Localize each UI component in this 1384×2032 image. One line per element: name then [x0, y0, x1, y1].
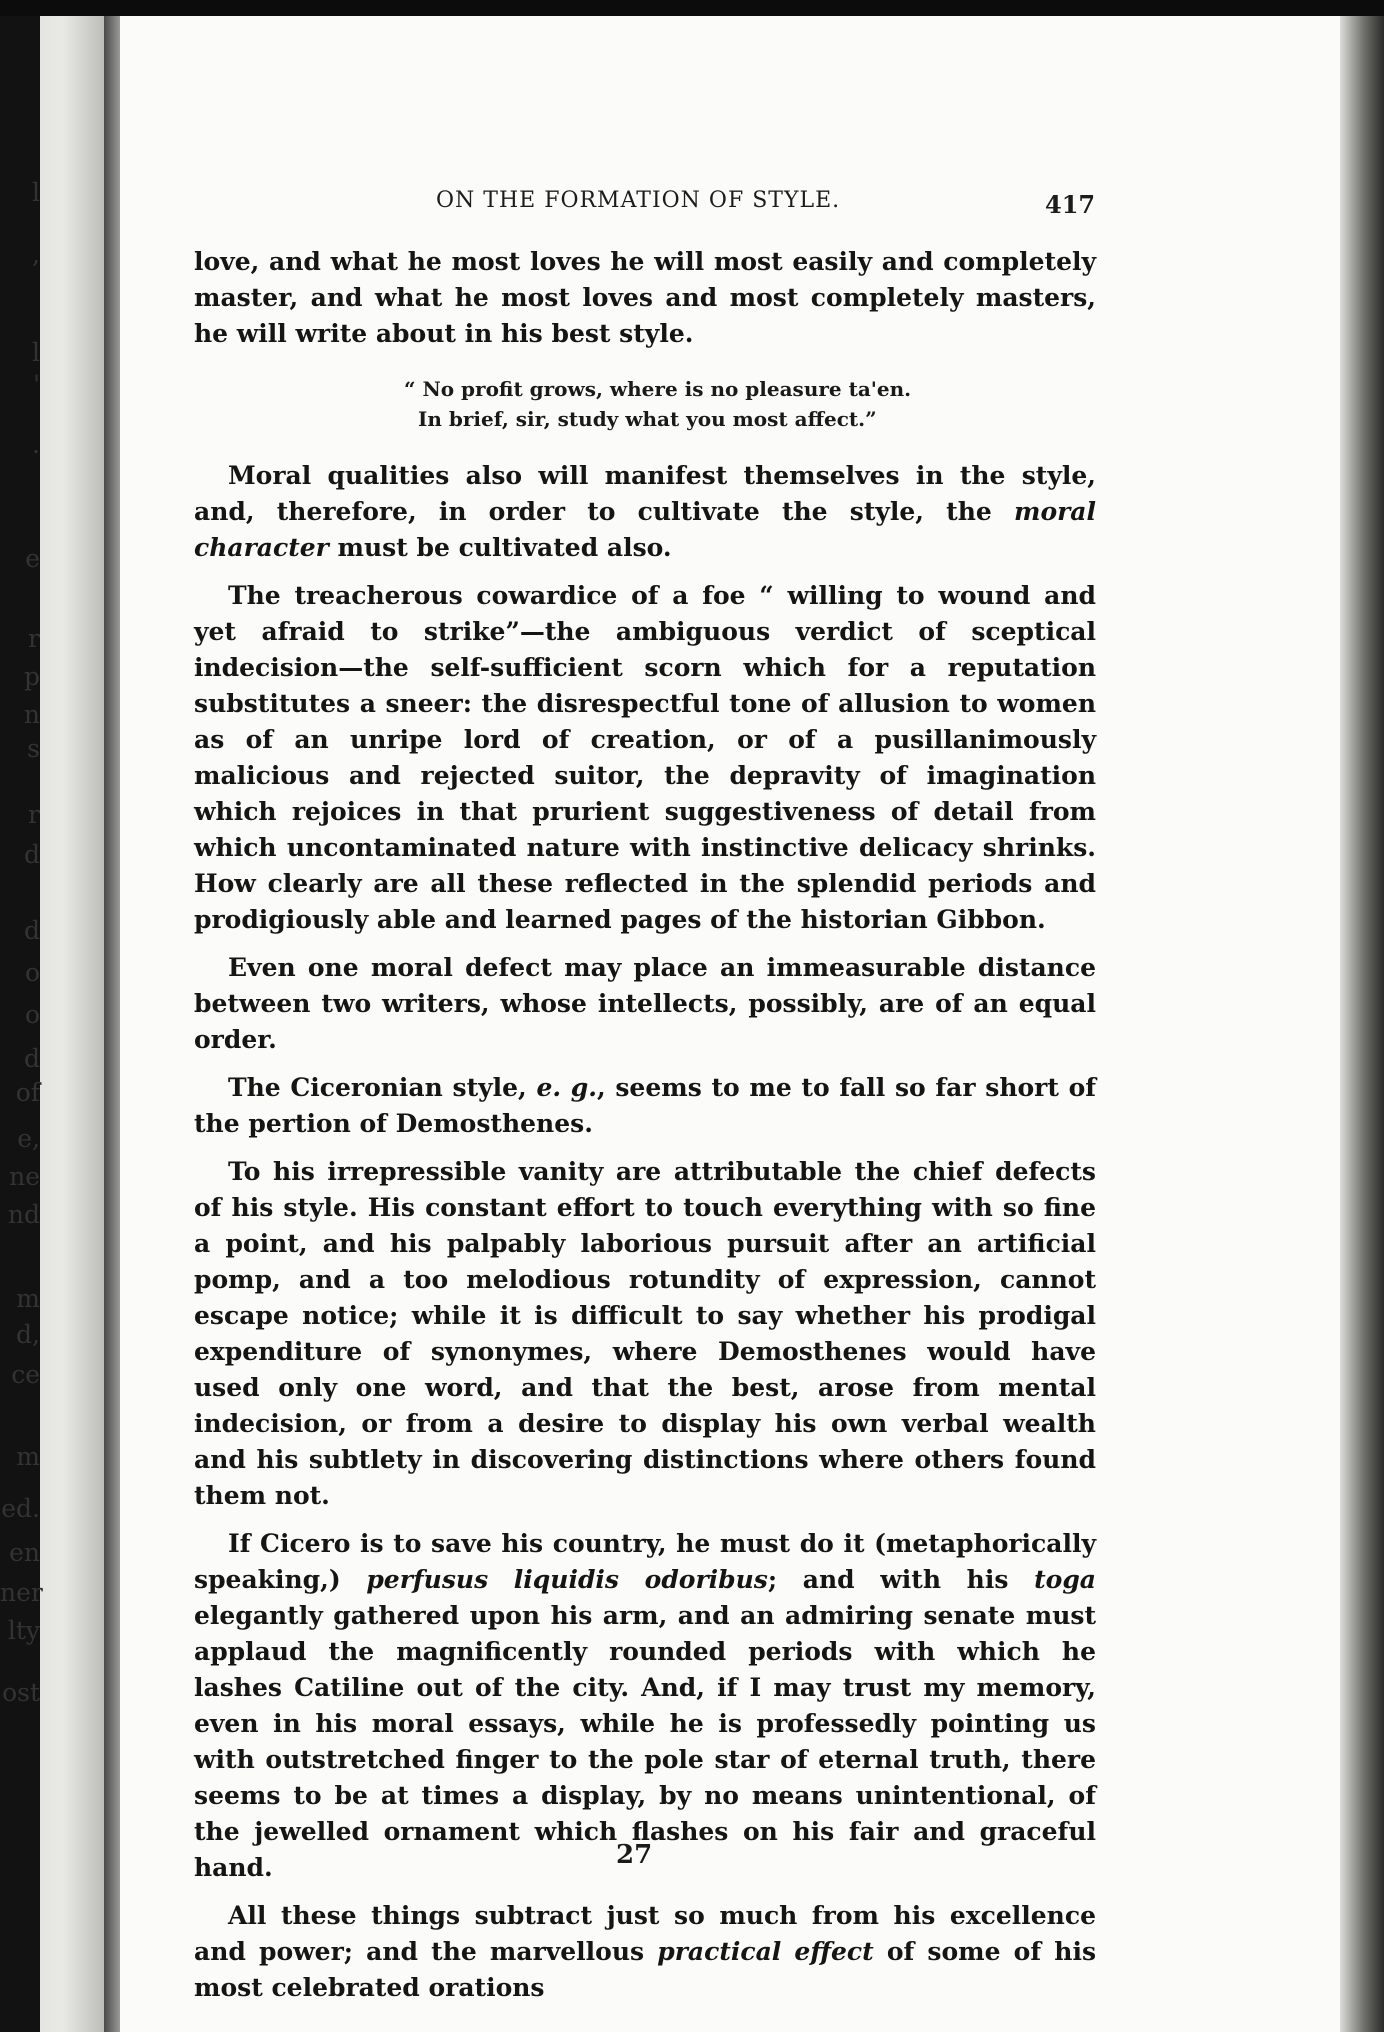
page-right-edge — [1340, 16, 1384, 2032]
left-page-fragment: en — [9, 1538, 40, 1567]
left-page-fragment: . — [32, 430, 40, 459]
paragraph-vanity: To his irrepressible vanity are attributable the chief defects of his style. His constant effort to touch everything with so fine a point, and his palpably laborious pursuit after an artificial pomp, and a too melodious rotundity of expression, cannot escape notice; while it is difficult to say whether his prodigal expenditure of synonymes, where Demosthenes would have used only one word, and that the best, arose from mental indecision, or from a desire to display his own verbal wealth and his subtlety in discovering distinctions where others found them not. — [194, 1157, 1096, 1510]
left-page-fragment: of — [15, 1078, 40, 1107]
paragraph-subtract: All these things subtract just so much from his excellence and power; and the marvellous practical effect of some of his most celebrated orations — [194, 1901, 1097, 2002]
paragraph-gibbon: The treacherous cowardice of a foe “ willing to wound and yet afraid to strike”—the ambiguous verdict of sceptical indecision—the self-sufficient scorn which for a reputation substitutes a sneer: the disrespectful tone of allusion to women as of an unripe lord of creation, or of a pusillanimously malicious and rejected suitor, the depravity of imagination which rejoices in that prurient suggestiveness of detail from which uncontaminated nature with instinctive delicacy shrinks. How clearly are all these reflected in the splendid periods and prodigiously able and learned pages of the historian Gibbon. — [194, 581, 1096, 934]
quote-line: “ No profit grows, where is no pleasure ta'en. — [404, 377, 912, 401]
left-page-fragment: ed. — [1, 1494, 40, 1523]
left-page-fragment: d — [23, 1044, 40, 1073]
left-page-fragment: ost — [2, 1678, 40, 1707]
left-page-fragment: nd — [7, 1200, 40, 1229]
left-page-fragment: ne — [9, 1162, 40, 1191]
left-page-fragment: p — [23, 662, 40, 691]
left-page-fragment: r — [28, 624, 40, 653]
left-page-fragment: e, — [17, 1124, 40, 1153]
left-page-fragment: r — [28, 800, 40, 829]
paragraph-moral-defect: Even one moral defect may place an immeasurable distance between two writers, whose intellects, possibly, are of an equal order. — [194, 953, 1096, 1054]
left-page-fragment: s — [27, 734, 40, 763]
left-page-fragment: ' — [33, 370, 40, 399]
left-page-fragment: d — [23, 840, 40, 869]
left-page-fragment: l — [32, 338, 40, 367]
left-page-fragment: m — [16, 1442, 40, 1471]
paragraph-ciceronian-style: The Ciceronian style, e. g., seems to me to fall so far short of the pertion of Demosthenes. — [194, 1073, 1097, 1138]
quote-line: In brief, sir, study what you most affect.” — [418, 407, 877, 431]
left-page-fragment: d, — [16, 1320, 40, 1349]
running-head: ON THE FORMATION OF STYLE. — [436, 188, 841, 213]
book-gutter — [104, 0, 120, 2032]
left-page-fragment: o — [24, 1000, 40, 1029]
left-page-fragment: o — [24, 958, 40, 987]
signature-mark: 27 — [616, 1840, 653, 1870]
scan-top-border — [0, 0, 1384, 16]
left-page-fragment: m — [16, 1284, 40, 1313]
left-page-fragment: e — [25, 544, 40, 573]
paragraph-continued: love, and what he most loves he will most easily and completely master, and what he most loves and most completely masters, he will write about in his best style. — [194, 247, 1096, 348]
paragraph-cicero-country: If Cicero is to save his country, he must do it (metaphorically speaking,) perfusus liquidis odoribus; and with his toga elegantly gathered upon his arm, and an admiring senate must applaud the magnificently rounded periods with which he lashes Catiline out of the city. And, if I may trust my memory, even in his moral essays, while he is professedly pointing us with outstretched finger to the pole star of eternal truth, there seems to be at times a display, by no means unintentional, of the jewelled ornament which flashes on his fair and graceful hand. — [194, 1529, 1096, 1882]
page-body — [194, 244, 1096, 2006]
left-page-fragment: d — [23, 916, 40, 945]
left-page-fragment: ner — [0, 1578, 43, 1607]
left-page-fragment: n — [23, 700, 40, 729]
verse-quotation — [194, 374, 1096, 434]
left-page-fragment: ce — [11, 1360, 40, 1389]
paragraph-moral-qualities: Moral qualities also will manifest themselves in the style, and, therefore, in order to cultivate the style, the moral character must be cultivated also. — [194, 461, 1096, 562]
page-number: 417 — [1045, 190, 1096, 219]
left-page-fragment: l — [32, 178, 40, 207]
left-page-fragment: , — [32, 240, 40, 269]
left-page-fragment: lty — [7, 1616, 40, 1645]
